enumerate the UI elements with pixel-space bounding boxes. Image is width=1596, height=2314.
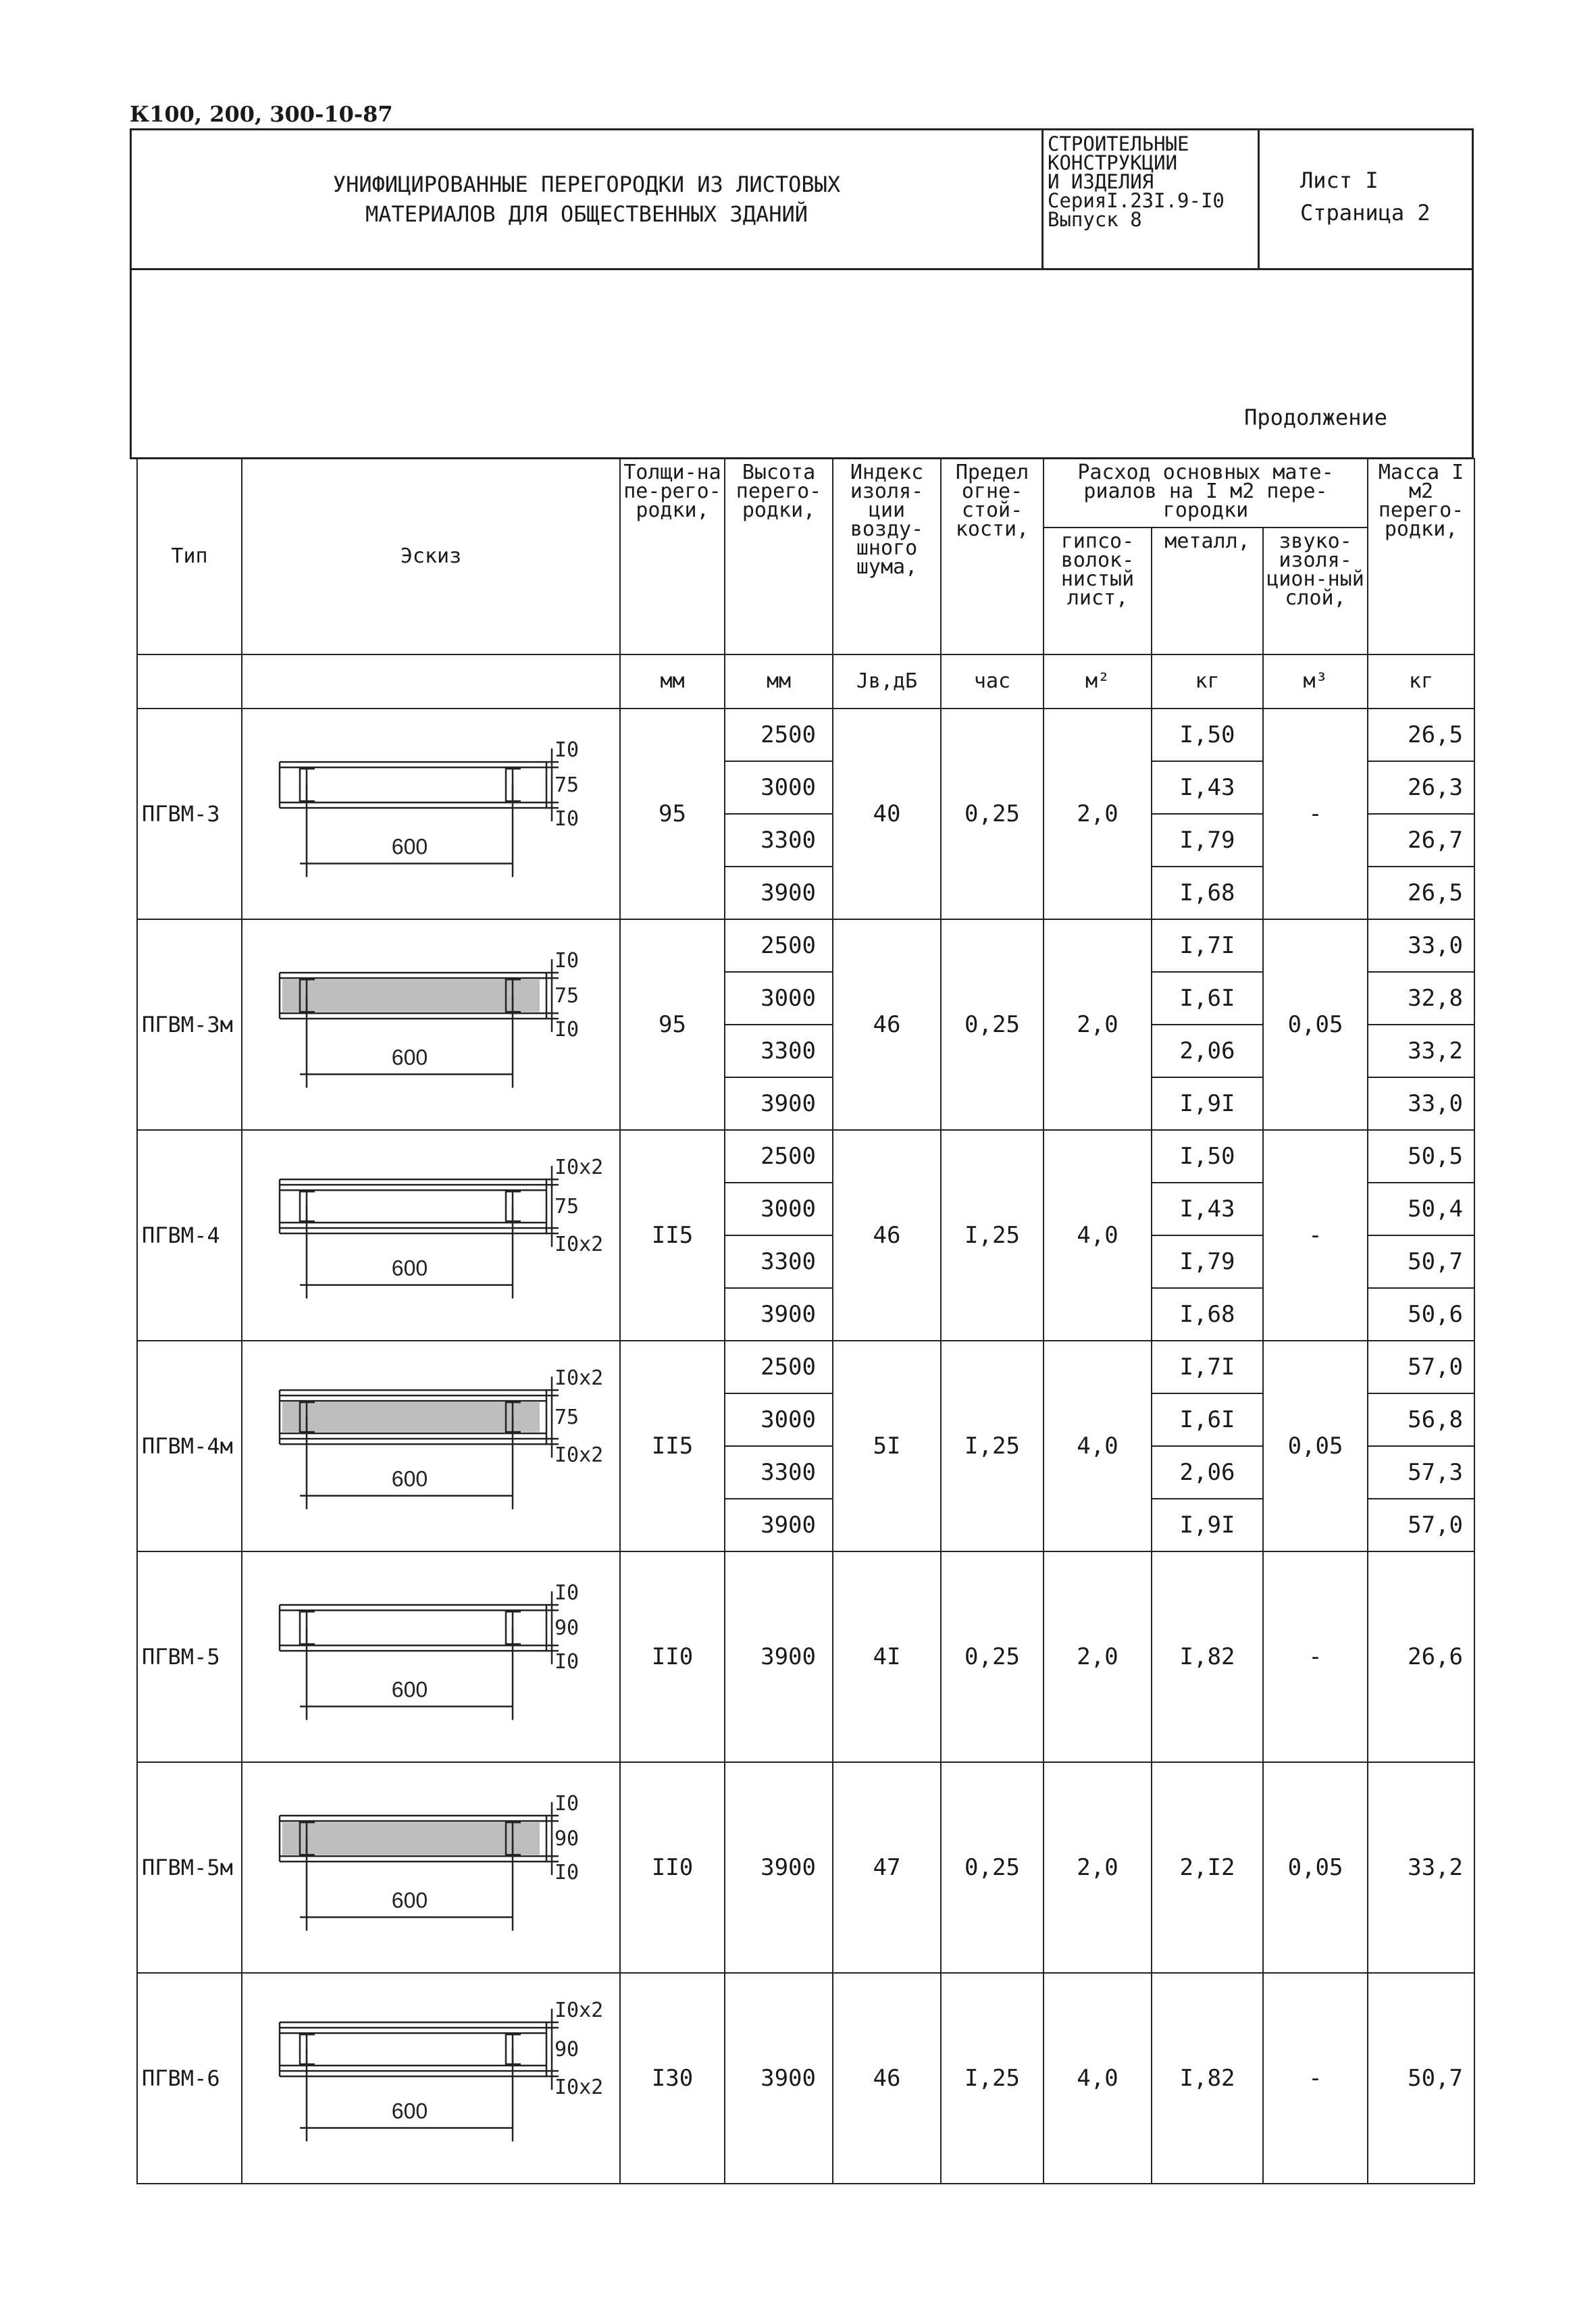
thickness-label: I0 bbox=[555, 949, 580, 973]
fire-cell: 0,25 bbox=[941, 1551, 1044, 1762]
partition-sketch bbox=[242, 1553, 622, 1760]
metal-cell: I,6I bbox=[1152, 972, 1263, 1025]
metal-cell: I,7I bbox=[1152, 919, 1263, 972]
col-sound: звуко-изоля-цион-ный слой, bbox=[1263, 528, 1368, 654]
mass-cell: 26,7 bbox=[1368, 814, 1474, 867]
mass-cell: 26,5 bbox=[1368, 867, 1474, 919]
thickness-label: I0 bbox=[555, 1581, 580, 1605]
series-line: КОНСТРУКЦИИ bbox=[1048, 151, 1178, 174]
document-title bbox=[132, 130, 1044, 268]
mass-cell: 26,6 bbox=[1368, 1551, 1474, 1762]
metal-cell: I,43 bbox=[1152, 761, 1263, 814]
metal-cell: I,82 bbox=[1152, 1551, 1263, 1762]
thickness-cell: II0 bbox=[620, 1551, 725, 1762]
sound-cell: 0,05 bbox=[1263, 919, 1368, 1130]
series-line: И ИЗДЕЛИЯ bbox=[1048, 170, 1154, 193]
height-cell: 3900 bbox=[725, 1288, 833, 1341]
width-label: 600 bbox=[391, 1256, 428, 1281]
thickness-label: 75 bbox=[555, 773, 580, 798]
thickness-label: 75 bbox=[555, 984, 580, 1008]
height-cell: 2500 bbox=[725, 709, 833, 761]
continuation-box bbox=[130, 269, 1474, 459]
type-cell: ПГВМ-3м bbox=[137, 919, 242, 1130]
width-label: 600 bbox=[391, 2099, 428, 2124]
thickness-label: I0x2 bbox=[555, 1156, 604, 1180]
index-cell: 4I bbox=[833, 1551, 941, 1762]
col-type: Тип bbox=[137, 459, 242, 654]
sound-cell: 0,05 bbox=[1263, 1341, 1368, 1551]
document-code: К100, 200, 300-10-87 bbox=[130, 101, 393, 127]
thickness-label: I0 bbox=[555, 1792, 580, 1816]
mass-cell: 50,5 bbox=[1368, 1130, 1474, 1183]
sound-cell: - bbox=[1263, 709, 1368, 919]
mass-cell: 33,2 bbox=[1368, 1762, 1474, 1973]
mass-cell: 56,8 bbox=[1368, 1393, 1474, 1446]
col-consumption: Расход основных мате-риалов на I м2 пере-городки bbox=[1044, 459, 1368, 528]
table-row bbox=[137, 1551, 1474, 1762]
series-info bbox=[1044, 130, 1260, 268]
type-cell: ПГВМ-5м bbox=[137, 1762, 242, 1973]
fire-cell: I,25 bbox=[941, 1973, 1044, 2184]
thickness-label: 90 bbox=[555, 1616, 580, 1641]
metal-cell: 2,I2 bbox=[1152, 1762, 1263, 1973]
sketch-cell bbox=[242, 1130, 620, 1341]
table-row bbox=[137, 1130, 1474, 1183]
index-cell: 46 bbox=[833, 1130, 941, 1341]
thickness-cell: I30 bbox=[620, 1973, 725, 2184]
metal-cell: I,79 bbox=[1152, 1235, 1263, 1288]
width-label: 600 bbox=[391, 1677, 428, 1702]
col-index: Индекс изоля-ции возду-шного шума, bbox=[833, 459, 941, 654]
table-row bbox=[137, 1341, 1474, 1393]
gypsum-cell: 2,0 bbox=[1044, 1551, 1152, 1762]
index-cell: 46 bbox=[833, 1973, 941, 2184]
thickness-label: 90 bbox=[555, 2038, 580, 2062]
gypsum-cell: 4,0 bbox=[1044, 1130, 1152, 1341]
thickness-label: I0 bbox=[555, 1650, 580, 1674]
index-cell: 5I bbox=[833, 1341, 941, 1551]
col-thickness: Толщи-на пе-рего-родки, bbox=[620, 459, 725, 654]
fire-cell: 0,25 bbox=[941, 709, 1044, 919]
width-label: 600 bbox=[391, 1466, 428, 1491]
thickness-label: I0x2 bbox=[555, 1366, 604, 1391]
insulation-layer bbox=[282, 979, 540, 1012]
gypsum-cell: 2,0 bbox=[1044, 709, 1152, 919]
unit-height: мм bbox=[725, 654, 833, 709]
series-line: СТРОИТЕЛЬНЫЕ bbox=[1048, 132, 1189, 155]
mass-cell: 26,3 bbox=[1368, 761, 1474, 814]
table-body bbox=[137, 709, 1474, 2184]
sheet-info bbox=[1260, 130, 1472, 268]
thickness-cell: 95 bbox=[620, 709, 725, 919]
thickness-label: 75 bbox=[555, 1406, 580, 1430]
width-label: 600 bbox=[391, 834, 428, 859]
unit-index: Jв,дБ bbox=[833, 654, 941, 709]
metal-cell: I,68 bbox=[1152, 1288, 1263, 1341]
sketch-cell bbox=[242, 1762, 620, 1973]
continuation-label: Продолжение bbox=[1244, 405, 1387, 430]
height-cell: 3000 bbox=[725, 1183, 833, 1235]
thickness-cell: II0 bbox=[620, 1762, 725, 1973]
type-cell: ПГВМ-5 bbox=[137, 1551, 242, 1762]
mass-cell: 26,5 bbox=[1368, 709, 1474, 761]
mass-cell: 32,8 bbox=[1368, 972, 1474, 1025]
thickness-label: I0 bbox=[555, 738, 580, 763]
height-cell: 3900 bbox=[725, 1077, 833, 1130]
height-cell: 3000 bbox=[725, 1393, 833, 1446]
metal-cell: I,9I bbox=[1152, 1077, 1263, 1130]
col-mass: Масса I м2 перего-родки, bbox=[1368, 459, 1474, 654]
height-cell: 2500 bbox=[725, 1130, 833, 1183]
partition-sketch bbox=[242, 1343, 622, 1549]
unit-mass: кг bbox=[1368, 654, 1474, 709]
width-label: 600 bbox=[391, 1045, 428, 1070]
insulation-layer bbox=[282, 1822, 540, 1855]
thickness-cell: II5 bbox=[620, 1130, 725, 1341]
index-cell: 46 bbox=[833, 919, 941, 1130]
height-cell: 3300 bbox=[725, 1025, 833, 1077]
partition-sketch bbox=[242, 1764, 622, 1971]
mass-cell: 33,0 bbox=[1368, 919, 1474, 972]
metal-cell: 2,06 bbox=[1152, 1025, 1263, 1077]
height-cell: 2500 bbox=[725, 919, 833, 972]
thickness-label: I0x2 bbox=[555, 1443, 604, 1468]
col-fire: Предел огне-стой-кости, bbox=[941, 459, 1044, 654]
title-line-1: УНИФИЦИРОВАННЫЕ ПЕРЕГОРОДКИ ИЗ ЛИСТОВЫХ bbox=[332, 172, 841, 197]
mass-cell: 57,0 bbox=[1368, 1499, 1474, 1551]
thickness-label: I0x2 bbox=[555, 2076, 604, 2100]
gypsum-cell: 2,0 bbox=[1044, 919, 1152, 1130]
table-row bbox=[137, 1762, 1474, 1973]
mass-cell: 33,2 bbox=[1368, 1025, 1474, 1077]
series-line: СерияI.23I.9-I0 bbox=[1048, 189, 1225, 212]
metal-cell: I,43 bbox=[1152, 1183, 1263, 1235]
series-line: Выпуск 8 bbox=[1048, 208, 1142, 231]
table-row bbox=[137, 1973, 1474, 2184]
height-cell: 3900 bbox=[725, 1762, 833, 1973]
sketch-cell bbox=[242, 1973, 620, 2184]
table-row bbox=[137, 709, 1474, 761]
fire-cell: 0,25 bbox=[941, 919, 1044, 1130]
type-cell: ПГВМ-4 bbox=[137, 1130, 242, 1341]
col-height: Высота перего-родки, bbox=[725, 459, 833, 654]
unit-metal: кг bbox=[1152, 654, 1263, 709]
page-number: Страница 2 bbox=[1300, 200, 1431, 226]
thickness-label: I0x2 bbox=[555, 1233, 604, 1257]
sketch-cell bbox=[242, 709, 620, 919]
col-gypsum: гипсо-волок-нистый лист, bbox=[1044, 528, 1152, 654]
fire-cell: 0,25 bbox=[941, 1762, 1044, 1973]
index-cell: 47 bbox=[833, 1762, 941, 1973]
height-cell: 2500 bbox=[725, 1341, 833, 1393]
metal-cell: I,82 bbox=[1152, 1973, 1263, 2184]
height-cell: 3900 bbox=[725, 1499, 833, 1551]
thickness-cell: 95 bbox=[620, 919, 725, 1130]
title-line-2: МАТЕРИАЛОВ ДЛЯ ОБЩЕСТВЕННЫХ ЗДАНИЙ bbox=[365, 201, 808, 227]
height-cell: 3900 bbox=[725, 1973, 833, 2184]
mass-cell: 50,7 bbox=[1368, 1235, 1474, 1288]
thickness-label: I0 bbox=[555, 1861, 580, 1885]
sheet-number: Лист I bbox=[1300, 168, 1379, 193]
fire-cell: I,25 bbox=[941, 1341, 1044, 1551]
width-label: 600 bbox=[391, 1888, 428, 1913]
fire-cell: I,25 bbox=[941, 1130, 1044, 1341]
type-cell: ПГВМ-3 bbox=[137, 709, 242, 919]
partition-sketch bbox=[242, 1975, 622, 2182]
metal-cell: 2,06 bbox=[1152, 1446, 1263, 1499]
index-cell: 40 bbox=[833, 709, 941, 919]
height-cell: 3900 bbox=[725, 867, 833, 919]
mass-cell: 50,4 bbox=[1368, 1183, 1474, 1235]
height-cell: 3000 bbox=[725, 761, 833, 814]
height-cell: 3300 bbox=[725, 1235, 833, 1288]
mass-cell: 33,0 bbox=[1368, 1077, 1474, 1130]
metal-cell: I,79 bbox=[1152, 814, 1263, 867]
metal-cell: I,50 bbox=[1152, 1130, 1263, 1183]
col-sketch: Эскиз bbox=[242, 459, 620, 654]
table-row bbox=[137, 919, 1474, 972]
col-metal: металл, bbox=[1152, 528, 1263, 654]
mass-cell: 50,7 bbox=[1368, 1973, 1474, 2184]
title-block bbox=[130, 128, 1474, 270]
type-cell: ПГВМ-6 bbox=[137, 1973, 242, 2184]
partition-table bbox=[136, 458, 1475, 2184]
thickness-cell: II5 bbox=[620, 1341, 725, 1551]
unit-fire: час bbox=[941, 654, 1044, 709]
partition-sketch bbox=[242, 1132, 622, 1339]
thickness-label: 90 bbox=[555, 1827, 580, 1851]
gypsum-cell: 4,0 bbox=[1044, 1341, 1152, 1551]
partition-sketch bbox=[242, 711, 622, 917]
metal-cell: I,50 bbox=[1152, 709, 1263, 761]
thickness-label: I0 bbox=[555, 807, 580, 831]
sound-cell: - bbox=[1263, 1973, 1368, 2184]
gypsum-cell: 4,0 bbox=[1044, 1973, 1152, 2184]
metal-cell: I,6I bbox=[1152, 1393, 1263, 1446]
sound-cell: - bbox=[1263, 1130, 1368, 1341]
unit-gypsum: м² bbox=[1044, 654, 1152, 709]
partition-sketch bbox=[242, 921, 622, 1128]
height-cell: 3300 bbox=[725, 1446, 833, 1499]
metal-cell: I,68 bbox=[1152, 867, 1263, 919]
height-cell: 3000 bbox=[725, 972, 833, 1025]
sketch-cell bbox=[242, 919, 620, 1130]
metal-cell: I,9I bbox=[1152, 1499, 1263, 1551]
mass-cell: 50,6 bbox=[1368, 1288, 1474, 1341]
sound-cell: - bbox=[1263, 1551, 1368, 1762]
height-cell: 3900 bbox=[725, 1551, 833, 1762]
gypsum-cell: 2,0 bbox=[1044, 1762, 1152, 1973]
thickness-label: I0 bbox=[555, 1018, 580, 1042]
sketch-cell bbox=[242, 1551, 620, 1762]
mass-cell: 57,0 bbox=[1368, 1341, 1474, 1393]
height-cell: 3300 bbox=[725, 814, 833, 867]
insulation-layer bbox=[282, 1402, 540, 1432]
mass-cell: 57,3 bbox=[1368, 1446, 1474, 1499]
thickness-label: I0x2 bbox=[555, 1999, 604, 2023]
unit-sound: м³ bbox=[1263, 654, 1368, 709]
type-cell: ПГВМ-4м bbox=[137, 1341, 242, 1551]
thickness-label: 75 bbox=[555, 1195, 580, 1219]
sketch-cell bbox=[242, 1341, 620, 1551]
sound-cell: 0,05 bbox=[1263, 1762, 1368, 1973]
unit-thickness: мм bbox=[620, 654, 725, 709]
metal-cell: I,7I bbox=[1152, 1341, 1263, 1393]
